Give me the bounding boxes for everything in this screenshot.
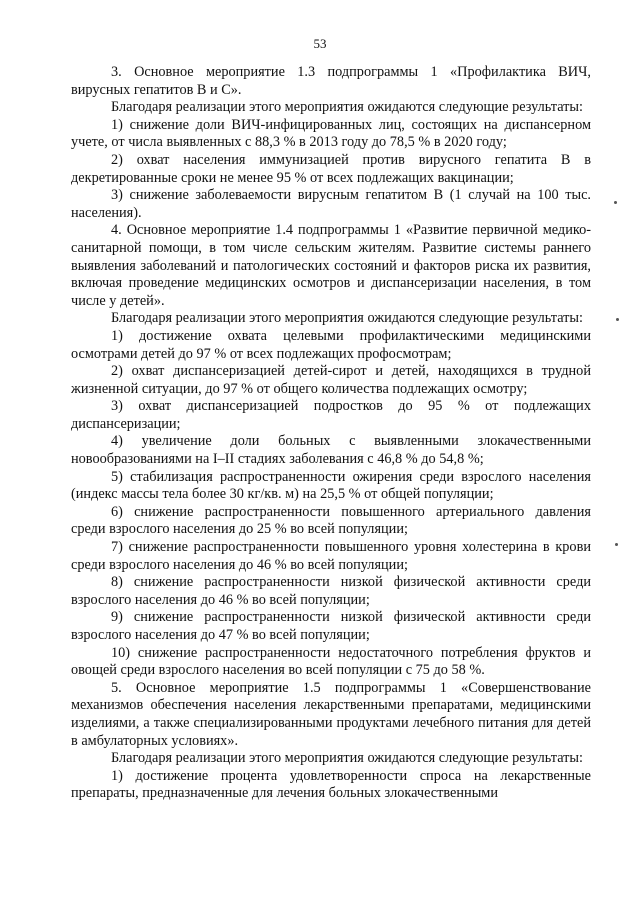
paragraph: 1) достижение процента удовлетворенности спроса на лекарственные препараты, предназначенные для лечения больных злокачественными [71, 767, 591, 802]
paragraph: 4) увеличение доли больных с выявленными злокачественными новообразованиями на I–II стадиях заболевания с 46,8 % до 54,8 %; [71, 433, 591, 468]
paragraph: Благодаря реализации этого мероприятия ожидаются следующие результаты: [111, 750, 583, 767]
paragraph: Благодаря реализации этого мероприятия ожидаются следующие результаты: [111, 310, 583, 327]
paragraph: 9) снижение распространенности низкой физической активности среди взрослого населения до 47 % во всей популяции; [71, 609, 591, 643]
scan-speck [616, 318, 619, 321]
paragraph: Благодаря реализации этого мероприятия ожидаются следующие результаты: [111, 99, 583, 116]
scan-speck [615, 543, 618, 546]
paragraph: 5. Основное мероприятие 1.5 подпрограммы 1 «Совершенствование механизмов обеспечения населения лекарственными препаратами, медицинскими изделиями, а также специализированными продуктами лечебного питания для детей в амбулаторных условиях». [71, 679, 591, 749]
paragraph: 10) снижение распространенности недостаточного потребления фруктов и овощей среди взрослого населения во всей популяции с 75 до 58 %. [71, 644, 591, 679]
paragraph: 3) снижение заболеваемости вирусным гепатитом В (1 случай на 100 тыс. населения). [71, 187, 591, 221]
paragraph: 7) снижение распространенности повышенного уровня холестерина в крови среди взрослого населения до 46 % во всей популяции; [71, 539, 591, 573]
paragraph: 2) охват диспансеризацией детей-сирот и детей, находящихся в трудной жизненной ситуации, до 97 % от общего количества подлежащих осмотру; [71, 363, 591, 397]
paragraph: 2) охват населения иммунизацией против вирусного гепатита В в декретированные сроки не менее 95 % от всех подлежащих вакцинации; [71, 151, 591, 186]
paragraph: 8) снижение распространенности низкой физической активности среди взрослого населения до 46 % во всей популяции; [71, 574, 591, 608]
scan-speck [614, 201, 617, 204]
paragraph: 1) достижение охвата целевыми профилактическими медицинскими осмотрами детей до 97 % от всех подлежащих профосмотрам; [71, 327, 591, 362]
paragraph: 3. Основное мероприятие 1.3 подпрограммы 1 «Профилактика ВИЧ, вирусных гепатитов В и С». [71, 64, 591, 98]
paragraph: 4. Основное мероприятие 1.4 подпрограммы 1 «Развитие первичной медико-санитарной помощи, в том числе сельским жителям. Развитие системы раннего выявления заболеваний и патологических состояний и факторов риска их развития, включая проведение медицинских осмотров и диспансеризации населения, в том числе у детей». [71, 222, 591, 309]
paragraph: 1) снижение доли ВИЧ-инфицированных лиц, состоящих на диспансерном учете, от числа выявленных с 88,3 % в 2013 году до 78,5 % в 2020 году; [71, 116, 591, 151]
paragraph: 3) охват диспансеризацией подростков до 95 % от подлежащих диспансеризации; [71, 398, 591, 432]
document-body [71, 64, 591, 803]
paragraph: 5) стабилизация распространенности ожирения среди взрослого населения (индекс массы тела более 30 кг/кв. м) на 25,5 % от общей популяции; [71, 468, 591, 503]
paragraph: 6) снижение распространенности повышенного артериального давления среди взрослого населения до 25 % во всей популяции; [71, 503, 591, 538]
page-number: 53 [313, 36, 327, 51]
